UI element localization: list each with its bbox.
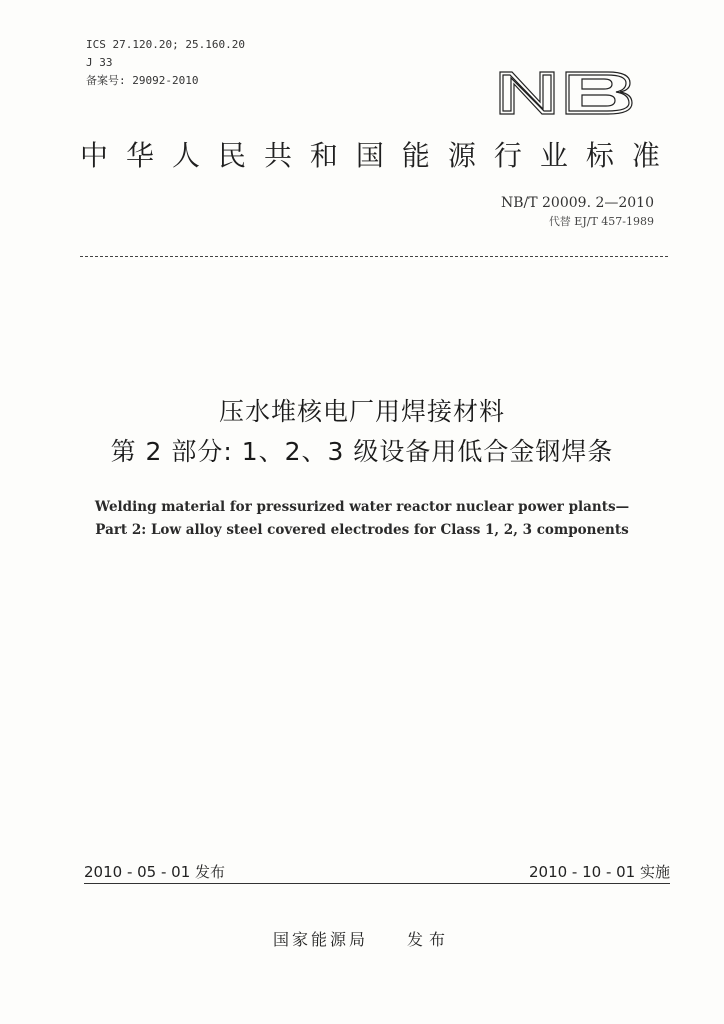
standard-number: NB/T 20009. 2—2010: [500, 195, 654, 211]
standard-type-char: 行: [493, 139, 522, 172]
ics-code: ICS 27.120.20; 25.160.20: [86, 38, 245, 51]
standard-type-char: 源: [447, 139, 476, 172]
chinese-title-line-1: 压水堆核电厂用焊接材料: [218, 397, 505, 426]
replaces-standard: 代替 EJ/T 457-1989: [548, 215, 654, 228]
standard-type-char: 人: [171, 139, 200, 172]
standard-type-char: 共: [263, 139, 292, 172]
english-title-line-1: Welding material for pressurized water reactor nuclear power plants—: [94, 499, 630, 515]
standard-type-char: 和: [309, 139, 338, 172]
english-title: [0, 496, 724, 542]
standard-type-char: 中: [80, 139, 109, 172]
dates-rule: [84, 883, 670, 884]
classification-block: [86, 36, 245, 90]
ccs-code: J 33: [86, 56, 113, 69]
header-divider: [80, 256, 668, 257]
publish-date: 2010 - 05 - 01 发布: [84, 863, 226, 881]
standard-type-char: 国: [355, 139, 384, 172]
standard-type-char: 准: [631, 139, 660, 172]
chinese-title-line-2: 第 2 部分: 1、2、3 级设备用低合金钢焊条: [110, 437, 614, 466]
nb-logo: [496, 68, 636, 116]
standard-type-char: 标: [585, 139, 614, 172]
issue-action: 发布: [407, 930, 452, 949]
standard-number-block: [501, 192, 654, 230]
nb-logo-graphic: [496, 68, 636, 116]
english-title-line-2: Part 2: Low alloy steel covered electrodes for Class 1, 2, 3 components: [95, 522, 629, 538]
standard-type-char: 能: [401, 139, 430, 172]
issuing-organization: 国家能源局: [272, 930, 368, 949]
issuer-line: [0, 928, 724, 952]
standard-type-char: 民: [217, 139, 246, 172]
implementation-date: 2010 - 10 - 01 实施: [528, 863, 670, 881]
chinese-title: [0, 392, 724, 472]
filing-number: 备案号: 29092-2010: [86, 74, 199, 87]
standard-type-char: 业: [539, 139, 568, 172]
dates-row: [84, 862, 670, 886]
standard-type-heading: [80, 136, 660, 176]
standard-type-char: 华: [125, 139, 154, 172]
